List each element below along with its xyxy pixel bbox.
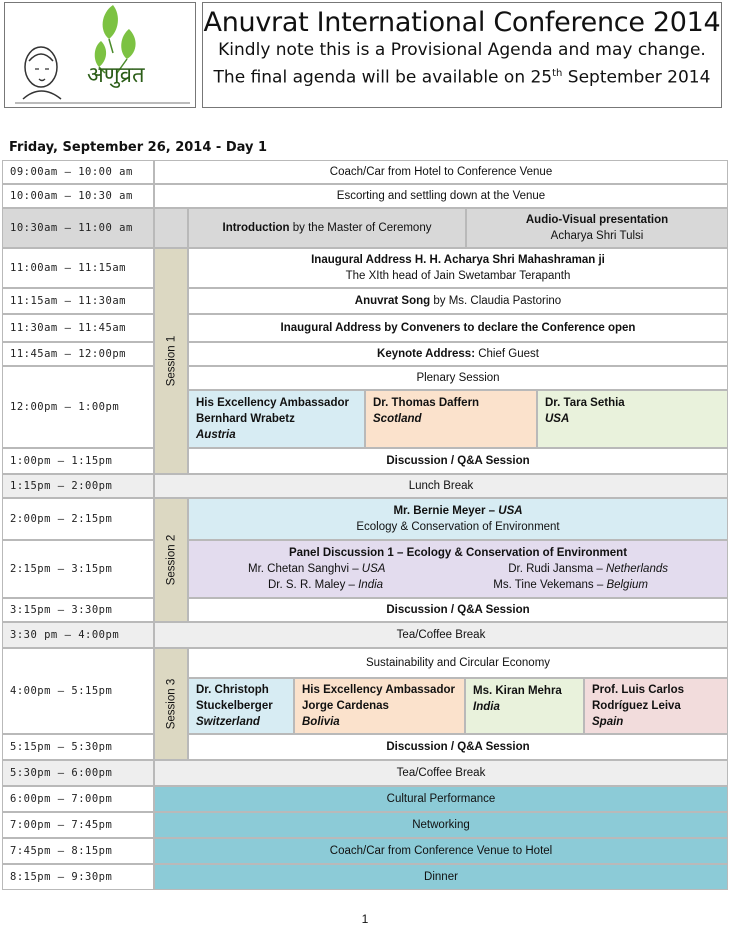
discussion-item: Discussion / Q&A Session (188, 598, 728, 622)
schedule-item: Coach/Car from Hotel to Conference Venue (154, 160, 728, 184)
time-cell: 3:30 pm – 4:00pm (2, 622, 154, 648)
anuvrat-song-item: Anuvrat Song by Ms. Claudia Pastorino (188, 288, 728, 314)
logo-text: अणुव्रत (87, 63, 145, 88)
time-cell: 12:00pm – 1:00pm (2, 366, 154, 448)
speaker-card: Prof. Luis Carlos Rodríguez Leiva Spain (584, 678, 728, 734)
time-cell: 5:15pm – 5:30pm (2, 734, 154, 760)
lunch-break: Lunch Break (154, 474, 728, 498)
speaker-card: His Excellency Ambassador Jorge Cardenas Bolivia (294, 678, 465, 734)
time-cell: 5:30pm – 6:00pm (2, 760, 154, 786)
conference-logo (4, 2, 196, 108)
coach-to-hotel: Coach/Car from Conference Venue to Hotel (154, 838, 728, 864)
time-cell: 11:00am – 11:15am (2, 248, 154, 288)
session-1-label: Session 1 (154, 248, 188, 474)
speaker-card: Dr. Thomas Daffern Scotland (365, 390, 537, 448)
header-title-box (202, 2, 722, 108)
plenary-session-heading: Plenary Session (188, 366, 728, 390)
time-cell: 11:45am – 12:00pm (2, 342, 154, 366)
tea-break: Tea/Coffee Break (154, 622, 728, 648)
discussion-item: Discussion / Q&A Session (188, 734, 728, 760)
session-3-label: Session 3 (154, 648, 188, 760)
time-cell: 4:00pm – 5:15pm (2, 648, 154, 734)
final-agenda-note: The final agenda will be available on 25th September 2014 (213, 67, 711, 88)
audio-visual-item: Audio-Visual presentation Acharya Shri Tulsi (466, 208, 728, 248)
schedule-item: Escorting and settling down at the Venue (154, 184, 728, 208)
logo-leaves-icon (5, 3, 195, 107)
time-cell: 10:00am – 10:30 am (2, 184, 154, 208)
time-cell: 8:15pm – 9:30pm (2, 864, 154, 890)
time-cell: 7:00pm – 7:45pm (2, 812, 154, 838)
cultural-performance: Cultural Performance (154, 786, 728, 812)
time-cell: 11:30am – 11:45am (2, 314, 154, 342)
provisional-note: Kindly note this is a Provisional Agenda and may change. (218, 40, 706, 60)
sustainability-heading: Sustainability and Circular Economy (188, 648, 728, 678)
session-2-label: Session 2 (154, 498, 188, 622)
day-heading: Friday, September 26, 2014 - Day 1 (9, 140, 268, 155)
time-cell: 2:15pm – 3:15pm (2, 540, 154, 598)
time-cell: 1:00pm – 1:15pm (2, 448, 154, 474)
introduction-item: Introduction by the Master of Ceremony (188, 208, 466, 248)
speaker-card: Ms. Kiran Mehra India (465, 678, 584, 734)
time-cell: 11:15am – 11:30am (2, 288, 154, 314)
tea-break: Tea/Coffee Break (154, 760, 728, 786)
time-cell: 3:15pm – 3:30pm (2, 598, 154, 622)
page-title: Anuvrat International Conference 2014 (203, 7, 721, 38)
conveners-address-item: Inaugural Address by Conveners to declare the Conference open (188, 314, 728, 342)
time-cell: 7:45pm – 8:15pm (2, 838, 154, 864)
time-cell: 1:15pm – 2:00pm (2, 474, 154, 498)
time-cell: 09:00am – 10:00 am (2, 160, 154, 184)
time-cell: 2:00pm – 2:15pm (2, 498, 154, 540)
networking: Networking (154, 812, 728, 838)
blank-cell (154, 208, 188, 248)
speaker-card: Dr. Christoph Stuckelberger Switzerland (188, 678, 294, 734)
panel-discussion-item: Panel Discussion 1 – Ecology & Conservation of Environment Mr. Chetan Sanghvi – USA Dr. Rudi Jansma – Netherlands Dr. S. R. Maley – India Ms. Tine Vekemans – Belgium (188, 540, 728, 598)
inaugural-address-item: Inaugural Address H. H. Acharya Shri Mahashraman ji The XIth head of Jain Swetambar Terapanth (188, 248, 728, 288)
page-number: 1 (361, 912, 369, 926)
discussion-item: Discussion / Q&A Session (188, 448, 728, 474)
dinner: Dinner (154, 864, 728, 890)
time-cell: 6:00pm – 7:00pm (2, 786, 154, 812)
speaker-item: Mr. Bernie Meyer – USA Ecology & Conservation of Environment (188, 498, 728, 540)
time-cell: 10:30am – 11:00 am (2, 208, 154, 248)
speaker-card: His Excellency Ambassador Bernhard Wrabetz Austria (188, 390, 365, 448)
keynote-item: Keynote Address: Chief Guest (188, 342, 728, 366)
speaker-card: Dr. Tara Sethia USA (537, 390, 728, 448)
